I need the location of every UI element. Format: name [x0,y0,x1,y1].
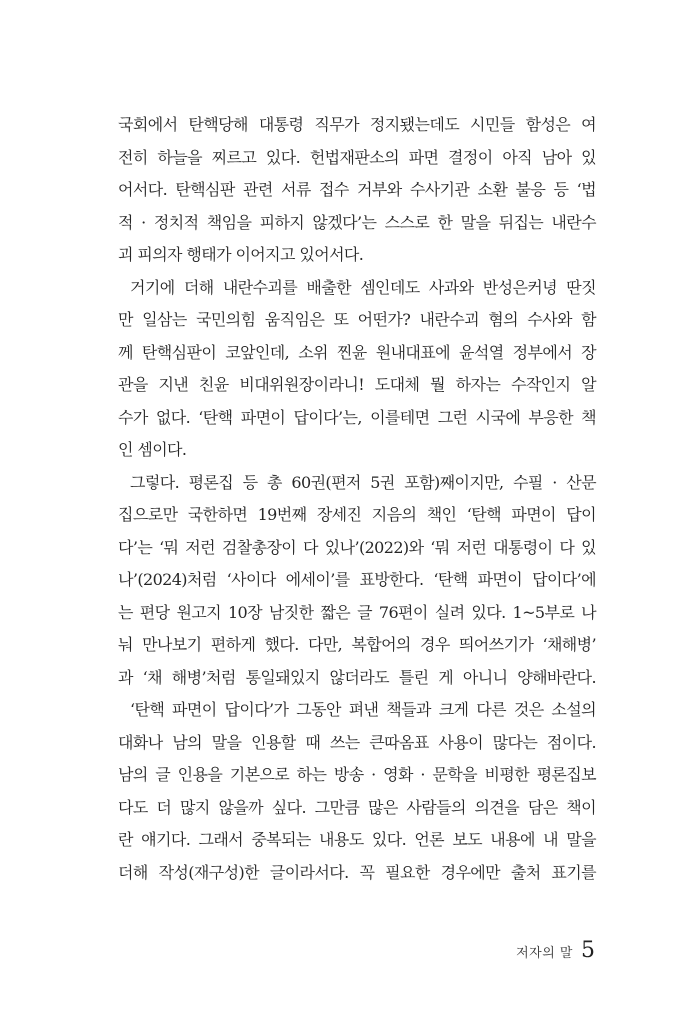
text-line: 전히 하늘을 찌르고 있다. 헌법재판소의 파면 결정이 아직 남아 있 [118,147,596,167]
text-line: 더해 작성(재구성)한 글이라서다. 꼭 필요한 경우에만 출처 표기를 [118,862,596,882]
text-line: ‘탄핵 파면이 답이다’가 그동안 펴낸 책들과 크게 다른 것은 소설의 [130,700,596,719]
text-line: 어서다. 탄핵심판 관련 서류 접수 거부와 수사기관 소환 불응 등 ‘법 [118,180,596,199]
text-line: 그렇다. 평론집 등 총 60권(편저 5권 포함)째이지만, 수필 · 산문 [130,472,596,492]
text-line: 께 탄핵심판이 코앞인데, 소위 찐윤 원내대표에 윤석열 정부에서 장 [118,342,596,362]
paragraph-2 [118,272,596,467]
text-line: 눠 만나보기 편하게 했다. 다만, 복합어의 경우 띄어쓰기가 ‘채해병’ [118,635,596,654]
text-line: 대화나 남의 말을 인용할 때 쓰는 큰따옴표 사용이 많다는 점이다. [118,732,596,752]
running-footer-label: 저자의 말 [516,946,573,961]
page-number: 5 [581,938,595,963]
text-line: 나’(2024)처럼 ‘사이다 에세이’를 표방한다. ‘탄핵 파면이 답이다’에 [118,570,596,589]
text-line: 만 일삼는 국민의힘 움직임은 또 어떤가? 내란수괴 혐의 수사와 함 [118,310,596,329]
text-line: 란 얘기다. 그래서 중복되는 내용도 있다. 언론 보도 내용에 내 말을 [118,830,596,849]
text-line: 적 · 정치적 책임을 피하지 않겠다’는 스스로 한 말을 뒤집는 내란수 [118,212,596,232]
text-line: 인 셈이다. [118,440,187,459]
text-line: 는 편당 원고지 10장 남짓한 짧은 글 76편이 실려 있다. 1~5부로 나 [118,602,596,622]
text-line: 과 ‘채 해병’처럼 통일돼있지 않더라도 틀린 게 아니니 양해바란다. [118,667,596,687]
text-line: 다’는 ‘뭐 저런 검찰총장이 다 있나’(2022)와 ‘뭐 저런 대통령이 다 있 [118,537,596,557]
text-line: 관을 지낸 친윤 비대위원장이라니! 도대체 뭘 하자는 수작인지 알 [118,375,596,394]
text-line: 다도 더 많지 않을까 싶다. 그만큼 많은 사람들의 의견을 담은 책이 [118,797,596,817]
text-line: 남의 글 인용을 기본으로 하는 방송 · 영화 · 문학을 비평한 평론집보 [118,765,596,784]
text-line: 괴 피의자 행태가 이어지고 있어서다. [118,245,364,264]
paragraph-4 [118,694,596,889]
text-line: 국회에서 탄핵당해 대통령 직무가 정지됐는데도 시민들 함성은 여 [118,115,596,134]
text-line: 집으로만 국한하면 19번째 장세진 지음의 책인 ‘탄핵 파면이 답이 [118,505,596,524]
paragraph-1 [118,109,596,272]
paragraph-3 [118,467,596,695]
text-line: 수가 없다. ‘탄핵 파면이 답이다’는, 이를테면 그런 시국에 부응한 책 [118,407,596,427]
text-line: 거기에 더해 내란수괴를 배출한 셈인데도 사과와 반성은커녕 딴짓 [130,277,596,297]
body-text [118,109,596,889]
page-footer [516,938,595,974]
